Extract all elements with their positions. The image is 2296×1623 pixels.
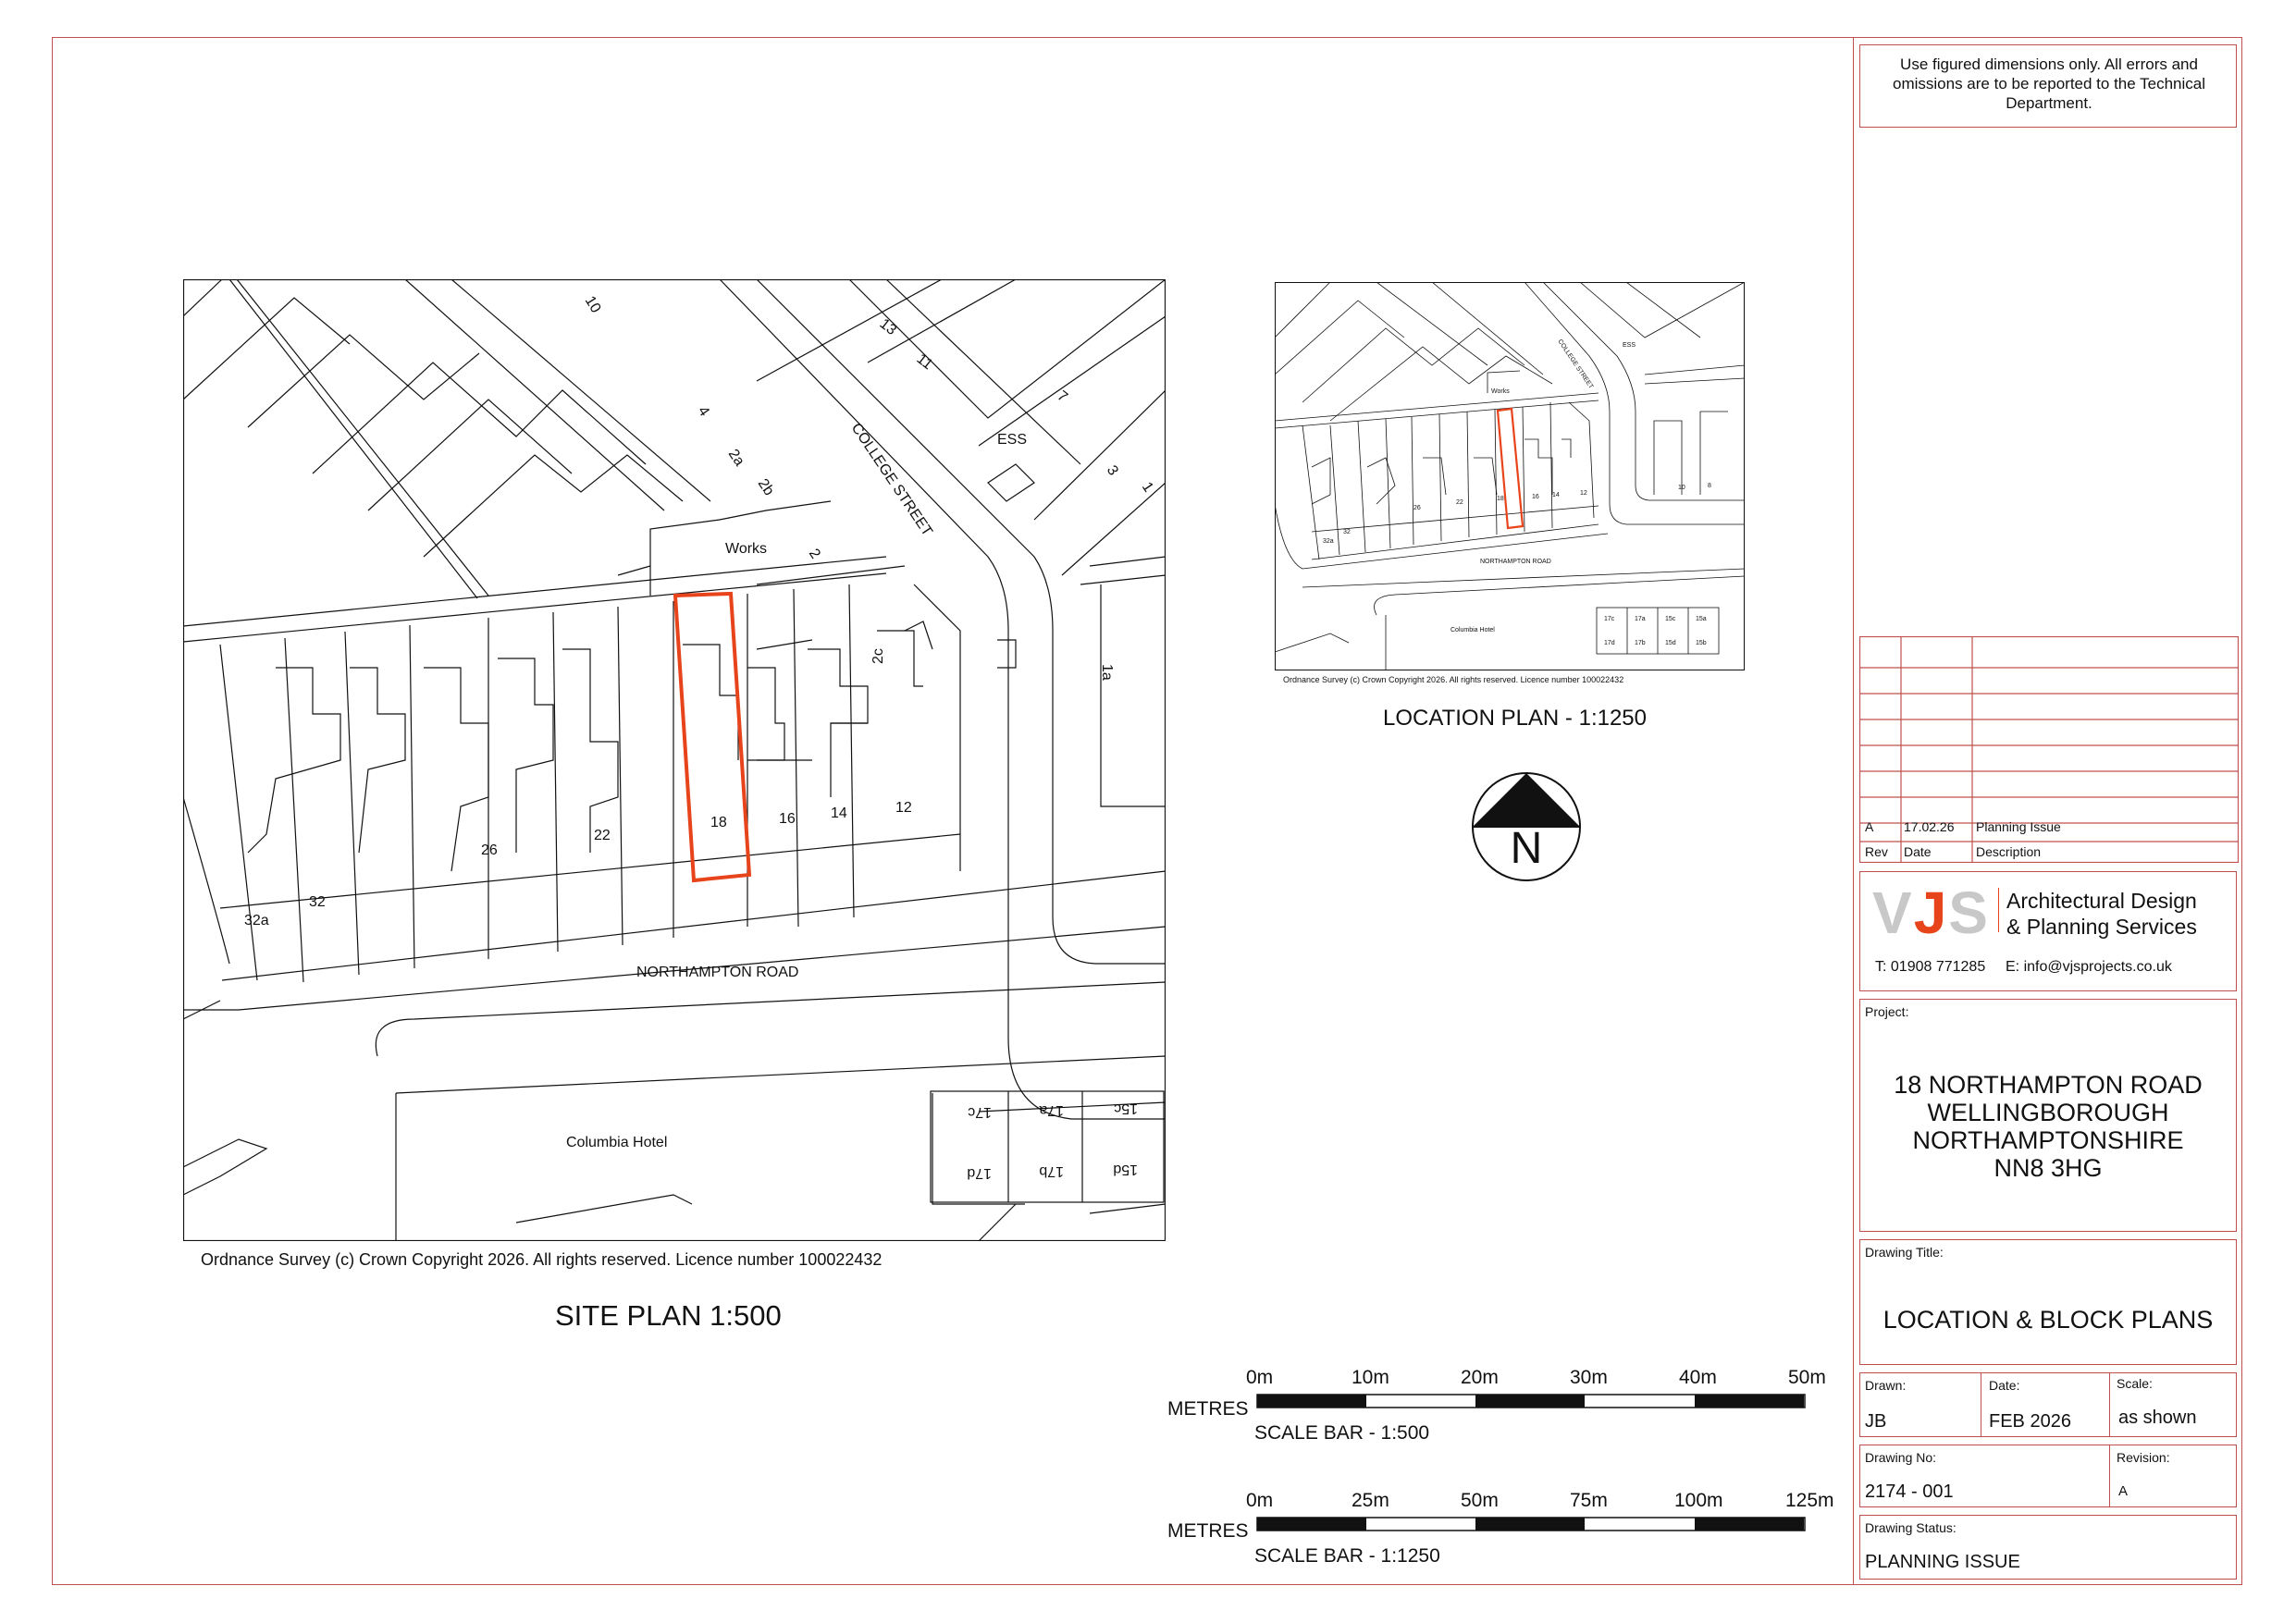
site-label-works: Works xyxy=(725,541,768,557)
scale-bar-1 xyxy=(1256,1394,1806,1408)
site-label-7: 7 xyxy=(1054,387,1071,406)
site-label-17d: 17d xyxy=(967,1165,992,1181)
loc-label-college-street: COLLEGE STREET xyxy=(1556,338,1595,390)
company-name-line2: & Planning Services xyxy=(2006,915,2197,939)
location-plan-map xyxy=(1275,282,1745,670)
drawing-no-label: Drawing No: xyxy=(1865,1450,1937,1465)
site-plan-copyright: Ordnance Survey (c) Crown Copyright 2026. All rights reserved. Licence number 100022432 xyxy=(201,1250,883,1269)
revision-header-date: Date xyxy=(1904,844,1932,859)
loc-label-15d: 15d xyxy=(1665,640,1676,646)
drawing-no-value: 2174 - 001 xyxy=(1865,1482,1954,1502)
loc-label-32: 32 xyxy=(1343,529,1351,535)
site-label-1: 1 xyxy=(1138,479,1156,496)
scale-bar-1-tick-5: 50m xyxy=(1788,1367,1826,1388)
scale-bar-2-unit: METRES xyxy=(1167,1520,1249,1542)
scale-bar-2-tick-0: 0m xyxy=(1246,1490,1274,1511)
site-label-13: 13 xyxy=(876,315,900,338)
drawn-value: JB xyxy=(1865,1411,1887,1432)
project-line-4: NN8 3HG xyxy=(1994,1154,2103,1182)
loc-label-10: 10 xyxy=(1678,485,1685,491)
loc-label-17c: 17c xyxy=(1604,616,1615,622)
scale-bar-2-tick-5: 125m xyxy=(1785,1490,1834,1511)
scale-bar-2-tick-3: 75m xyxy=(1570,1490,1608,1511)
site-label-10: 10 xyxy=(581,293,604,316)
scale-bar-1-caption: SCALE BAR - 1:500 xyxy=(1254,1422,1430,1444)
site-label-2c: 2c xyxy=(870,648,886,664)
date-label: Date: xyxy=(1989,1378,2020,1393)
loc-label-14: 14 xyxy=(1552,492,1560,498)
site-label-14: 14 xyxy=(831,805,847,821)
scale-label: Scale: xyxy=(2117,1376,2153,1391)
scale-bar-1-unit: METRES xyxy=(1167,1398,1249,1420)
site-label-17a: 17a xyxy=(1039,1102,1064,1118)
scale-bar-2-caption: SCALE BAR - 1:1250 xyxy=(1254,1545,1440,1567)
loc-label-18: 18 xyxy=(1497,496,1504,502)
loc-label-22: 22 xyxy=(1456,499,1463,506)
notice-box xyxy=(1859,44,2237,128)
loc-label-17d: 17d xyxy=(1604,640,1615,646)
project-address xyxy=(1859,1071,2237,1182)
logo-divider xyxy=(1998,888,1999,932)
drawing-no-divider xyxy=(2109,1445,2110,1507)
site-label-12: 12 xyxy=(895,800,912,816)
scale-bar-2-tick-1: 25m xyxy=(1352,1490,1389,1511)
company-name-line1: Architectural Design xyxy=(2006,889,2197,913)
project-label: Project: xyxy=(1865,1004,1909,1019)
scale-bar-2-tick-2: 50m xyxy=(1461,1490,1499,1511)
loc-label-12: 12 xyxy=(1580,490,1587,497)
loc-label-15b: 15b xyxy=(1696,640,1707,646)
north-letter: N xyxy=(1510,824,1543,873)
loc-label-32a: 32a xyxy=(1323,538,1334,545)
site-label-1a: 1a xyxy=(1099,664,1115,681)
loc-label-15a: 15a xyxy=(1696,616,1707,622)
loc-label-26: 26 xyxy=(1413,505,1421,511)
scale-bar-2-tick-4: 100m xyxy=(1674,1490,1723,1511)
site-label-college-street: COLLEGE STREET xyxy=(847,420,935,539)
scale-value: as shown xyxy=(2118,1408,2197,1428)
revision-header-description: Description xyxy=(1976,844,2042,859)
site-label-17b: 17b xyxy=(1039,1163,1064,1179)
site-label-32a: 32a xyxy=(244,913,269,928)
drawing-status-value: PLANNING ISSUE xyxy=(1865,1552,2020,1572)
logo-letter-s: S xyxy=(1948,879,1990,946)
site-label-26: 26 xyxy=(481,842,498,858)
revision-row-date: 17.02.26 xyxy=(1904,819,1955,834)
scale-bar-2 xyxy=(1256,1517,1806,1531)
drawing-title-value: LOCATION & BLOCK PLANS xyxy=(1882,1306,2214,1334)
logo-letter-j: J xyxy=(1913,879,1949,946)
site-label-16: 16 xyxy=(779,811,796,827)
company-logo xyxy=(1872,880,1990,945)
project-line-2: WELLINGBOROUGH xyxy=(1927,1099,2169,1126)
revision-label: Revision: xyxy=(2117,1450,2170,1465)
site-label-15c: 15c xyxy=(1114,1100,1138,1116)
project-line-1: 18 NORTHAMPTON ROAD xyxy=(1894,1071,2203,1099)
date-divider xyxy=(2109,1372,2110,1437)
site-label-columbia-hotel: Columbia Hotel xyxy=(566,1135,668,1150)
revision-value: A xyxy=(2118,1483,2129,1499)
site-label-4: 4 xyxy=(694,403,712,420)
site-label-2b: 2b xyxy=(754,475,777,499)
scale-bar-1-tick-0: 0m xyxy=(1246,1367,1274,1388)
loc-label-15c: 15c xyxy=(1665,616,1676,622)
site-label-32: 32 xyxy=(309,894,326,910)
loc-label-ess: ESS xyxy=(1623,342,1636,349)
drawn-label: Drawn: xyxy=(1865,1378,1907,1393)
site-label-22: 22 xyxy=(594,828,611,843)
site-label-3: 3 xyxy=(1103,462,1121,479)
scale-bar-1-tick-1: 10m xyxy=(1352,1367,1389,1388)
site-label-northampton-road: NORTHAMPTON ROAD xyxy=(636,965,799,980)
loc-label-northampton-road: NORTHAMPTON ROAD xyxy=(1480,559,1551,565)
site-plan-map xyxy=(183,279,1166,1241)
company-email: E: info@vjsprojects.co.uk xyxy=(2006,959,2172,975)
loc-label-works: Works xyxy=(1491,388,1510,395)
scale-bar-1-tick-3: 30m xyxy=(1570,1367,1608,1388)
site-label-18: 18 xyxy=(710,815,727,830)
site-label-15d: 15d xyxy=(1113,1162,1138,1177)
loc-label-17b: 17b xyxy=(1635,640,1646,646)
revision-row-description: Planning Issue xyxy=(1976,819,2061,834)
revision-row-rev: A xyxy=(1865,819,1874,834)
site-label-ess: ESS xyxy=(997,432,1028,448)
title-block-divider xyxy=(1853,37,1854,1585)
scale-bar-1-tick-2: 20m xyxy=(1461,1367,1499,1388)
company-phone: T: 01908 771285 xyxy=(1875,959,1986,975)
drawing-title-label: Drawing Title: xyxy=(1865,1245,1944,1260)
location-plan-copyright: Ordnance Survey (c) Crown Copyright 2026. All rights reserved. Licence number 100022432 xyxy=(1283,675,1624,684)
logo-letter-v: V xyxy=(1872,879,1914,946)
notice-text: Use figured dimensions only. All errors and omissions are to be reported to the Technical Department. xyxy=(1893,55,2205,112)
site-label-17c: 17c xyxy=(968,1104,992,1120)
loc-label-8: 8 xyxy=(1708,483,1711,489)
site-plan-title: SITE PLAN 1:500 xyxy=(555,1299,782,1332)
site-label-2a: 2a xyxy=(724,446,747,470)
drawing-status-label: Drawing Status: xyxy=(1865,1520,1957,1535)
revision-header-rev: Rev xyxy=(1865,844,1888,859)
date-value: FEB 2026 xyxy=(1989,1411,2071,1432)
scale-bar-1-tick-4: 40m xyxy=(1679,1367,1717,1388)
loc-label-17a: 17a xyxy=(1635,616,1646,622)
site-label-11: 11 xyxy=(913,350,936,374)
project-line-3: NORTHAMPTONSHIRE xyxy=(1912,1126,2184,1154)
loc-label-16: 16 xyxy=(1532,494,1539,500)
site-label-2: 2 xyxy=(805,546,823,562)
location-plan-title: LOCATION PLAN - 1:1250 xyxy=(1383,706,1647,731)
loc-label-columbia-hotel: Columbia Hotel xyxy=(1450,627,1495,633)
